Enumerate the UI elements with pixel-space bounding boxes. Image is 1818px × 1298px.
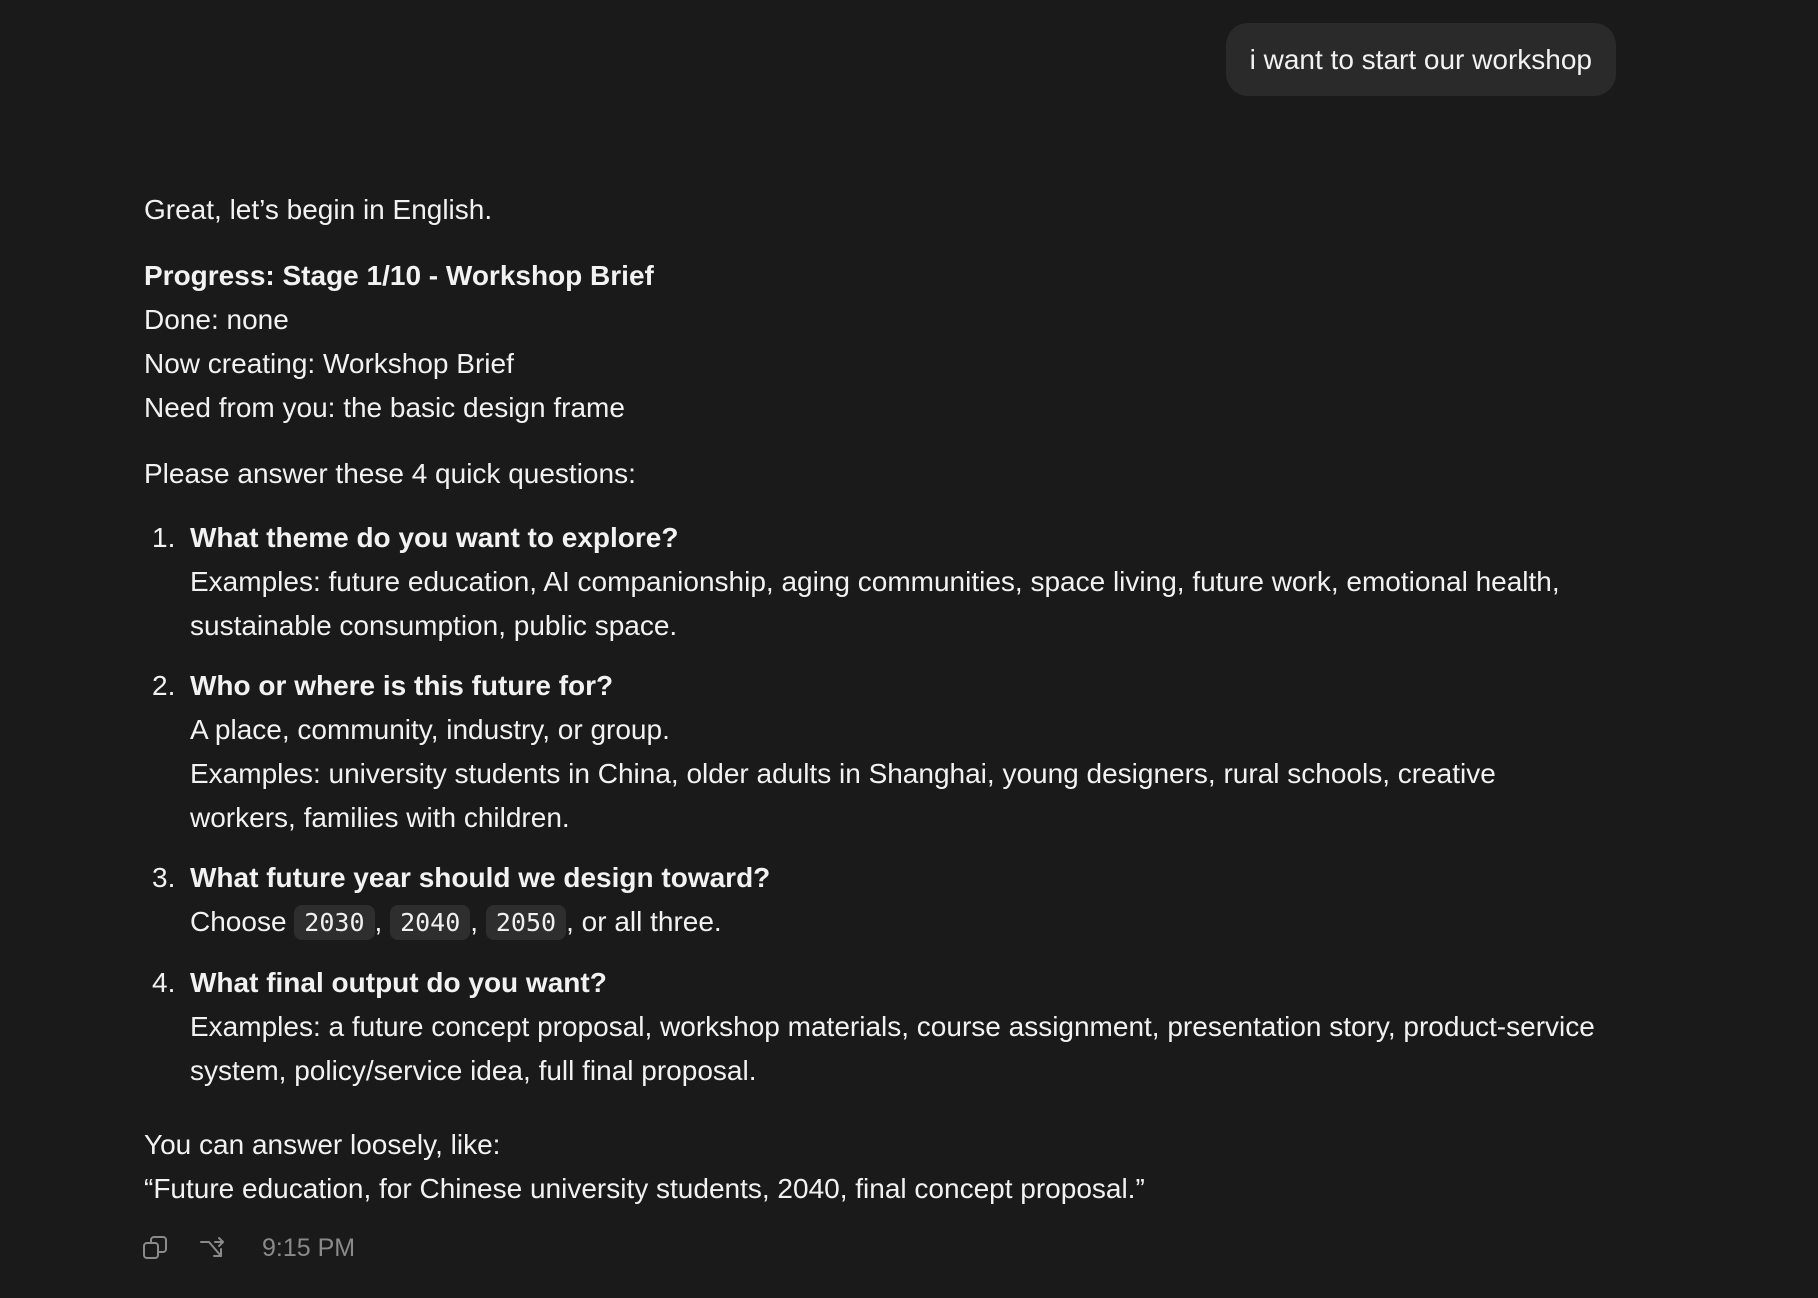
year-code-2050: 2050 bbox=[486, 905, 566, 940]
copy-icon[interactable] bbox=[140, 1233, 170, 1263]
year-separator: , bbox=[470, 906, 486, 937]
closing-intro: You can answer loosely, like: bbox=[144, 1129, 501, 1160]
question-number: 3. bbox=[152, 862, 176, 893]
question-title: What future year should we design toward? bbox=[190, 862, 771, 893]
year-separator: , bbox=[374, 906, 391, 937]
question-title: What theme do you want to explore? bbox=[190, 522, 679, 553]
assistant-intro: Great, let’s begin in English. bbox=[144, 194, 493, 225]
question-item bbox=[144, 961, 1604, 1093]
question-item bbox=[144, 856, 1604, 945]
year-choice-line bbox=[190, 900, 1604, 945]
choose-prefix: Choose bbox=[190, 906, 295, 937]
closing-example: “Future education, for Chinese university students, 2040, final concept proposal.” bbox=[144, 1173, 1145, 1204]
year-code-2040: 2040 bbox=[390, 905, 470, 940]
branch-icon[interactable] bbox=[198, 1233, 228, 1263]
question-title: Who or where is this future for? bbox=[190, 670, 614, 701]
assistant-message bbox=[144, 188, 1604, 1211]
question-number: 2. bbox=[152, 670, 176, 701]
user-message-bubble bbox=[1226, 23, 1616, 96]
progress-done: Done: none bbox=[144, 304, 289, 335]
question-item bbox=[144, 664, 1604, 840]
question-detail: Examples: a future concept proposal, workshop materials, course assignment, presentation story, product-service system, policy/service idea, full final proposal. bbox=[190, 1011, 1595, 1086]
message-actions bbox=[140, 1230, 355, 1266]
choose-suffix: , or all three. bbox=[566, 906, 722, 937]
year-code-2030: 2030 bbox=[294, 905, 374, 940]
progress-now-creating: Now creating: Workshop Brief bbox=[144, 348, 514, 379]
progress-need-from-you: Need from you: the basic design frame bbox=[144, 392, 625, 423]
user-message-text: i want to start our workshop bbox=[1249, 43, 1592, 75]
question-detail: Examples: future education, AI companionship, aging communities, space living, future work, emotional health, sustainable consumption, public space. bbox=[190, 566, 1560, 641]
questions-intro: Please answer these 4 quick questions: bbox=[144, 458, 636, 489]
message-timestamp: 9:15 PM bbox=[262, 1233, 356, 1262]
question-detail: A place, community, industry, or group. bbox=[190, 714, 670, 745]
question-title: What final output do you want? bbox=[190, 967, 607, 998]
question-number: 4. bbox=[152, 967, 176, 998]
progress-title: Progress: Stage 1/10 - Workshop Brief bbox=[144, 260, 654, 291]
question-item bbox=[144, 516, 1604, 648]
question-detail: Examples: university students in China, older adults in Shanghai, young designers, rural schools, creative workers, families with children. bbox=[190, 758, 1496, 833]
question-number: 1. bbox=[152, 522, 176, 553]
questions-list bbox=[144, 516, 1604, 1093]
